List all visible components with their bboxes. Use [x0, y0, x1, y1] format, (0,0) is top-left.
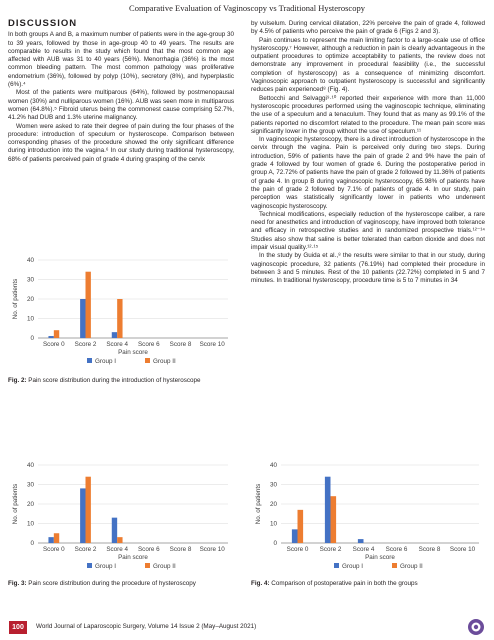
legend-label: Group II [400, 563, 423, 570]
y-tick-label: 10 [26, 520, 34, 528]
x-tick-label: Score 4 [352, 546, 375, 553]
x-tick-label: Score 0 [286, 546, 309, 553]
x-tick-label: Score 6 [137, 546, 160, 553]
page-footer [0, 616, 494, 640]
journal-citation: World Journal of Laparoscopic Surgery, Volume 14 Issue 2 (May–August 2021) [36, 623, 257, 630]
paragraph: by vulselum. During cervical dilatation, 22% perceive the pain of grade 4, followed by 4.5% of patients who perceive the pain of grade 6 (Figs 2 and 3). [251, 20, 485, 36]
x-tick-label: Score 4 [106, 546, 129, 553]
paragraph: In the study by Guida et al.,⁸ the results were similar to that in our study, during vaginoscopic procedure, 32 patients (76.19%) had completed their procedure in between 3 and 5 minutes. Rest of the 10 patients (22.72%) completed in 5 and 7 minutes. In traditional hysteroscopy, procedure time is 5 to 7 minutes in 34 [251, 252, 485, 285]
bar-group-i [358, 539, 364, 543]
fig4-caption-text: Comparison of postoperative pain in both the groups [271, 580, 418, 587]
section-title: DISCUSSION [8, 18, 78, 29]
fig3-caption [8, 580, 248, 588]
paragraph: Technical modifications, especially reduction of the hysteroscope caliber, a rare need for anesthetics and introduction of vaginoscopy, have improved both tolerance and efficacy in retrospective studies and in randomized prospective trials.¹²⁻¹⁴ Studies also show that saline is better tolerated than carbon dioxide and does not impair visual quality.¹²·¹⁵ [251, 210, 485, 252]
y-tick-label: 0 [30, 335, 34, 342]
y-tick-label: 30 [269, 481, 277, 489]
fig4-caption-label: Fig. 4: [251, 580, 270, 587]
y-axis-label: No. of patients [12, 278, 19, 320]
y-tick-label: 30 [26, 276, 34, 284]
x-tick-label: Score 8 [169, 341, 192, 348]
y-tick-label: 40 [26, 462, 34, 469]
bar-group-ii [86, 272, 91, 338]
bar-group-ii [331, 496, 337, 543]
y-tick-label: 20 [26, 501, 34, 508]
y-tick-label: 20 [26, 296, 34, 303]
fig3-bar-chart [8, 457, 234, 579]
paragraph: In both groups A and B, a maximum number of patients were in the age-group 30 to 39 years, followed by those in age-group 40 to 49 years. The results are comparable to results in the study which found that the most common age affected with AUB was 31 to 40 years (56%). Menorrhagia (36%) is the most common bleeding pattern. The most common pathology was proliferative endometrium (36%), followed by polyp (10%), secretory (8%), and hyperplastic (6%).⁴ [8, 31, 234, 89]
y-axis-label: No. of patients [12, 483, 19, 525]
paragraph: Most of the patients were multiparous (64%), followed by postmenopausal women (30%) and nulliparous women (16%). AUB was seen more in multiparous women (64.8%).⁵ Fibroid uterus being the commonest cause comprising 52.7%, 41.2% had DUB and 1.3% uterine malignancy. [8, 89, 234, 122]
x-tick-label: Score 6 [137, 341, 160, 348]
legend-swatch [87, 358, 92, 363]
legend-label: Group II [153, 563, 176, 570]
legend-label: Group I [95, 563, 116, 570]
bar-group-i [325, 477, 331, 543]
y-tick-label: 10 [269, 520, 277, 528]
legend-swatch [145, 563, 150, 568]
legend-swatch [87, 563, 92, 568]
x-tick-label: Score 8 [418, 546, 441, 553]
y-tick-label: 10 [26, 315, 34, 323]
y-tick-label: 30 [26, 481, 34, 489]
bar-group-i [80, 299, 85, 338]
bar-group-i [80, 488, 85, 543]
x-tick-label: Score 4 [106, 341, 129, 348]
running-title: Comparative Evaluation of Vaginoscopy vs Traditional Hysteroscopy [129, 3, 365, 13]
y-tick-label: 0 [273, 540, 277, 547]
legend-label: Group I [95, 358, 116, 365]
y-tick-label: 40 [269, 462, 277, 469]
fig4-bar-chart [251, 457, 485, 579]
legend-label: Group II [153, 358, 176, 365]
paragraph: Women were asked to rate their degree of pain during the four phases of the procedure: introduction of speculum or hysteroscope. Comparison between corresponding phases of the procedure showed the only significant difference during introduction into the vagina.⁶ In our study during traditional hysteroscopy, 68% of patients perceived pain of grade 4 during grasping of the cervix [8, 122, 234, 163]
x-tick-label: Score 2 [74, 546, 97, 553]
x-tick-label: Score 0 [42, 546, 65, 553]
right-column [251, 20, 485, 286]
x-tick-label: Score 6 [385, 546, 408, 553]
paragraph: Bettocchi and Selvaggi⁹·¹⁰ reported their experience with more than 11,000 hysteroscopic procedures performed using the vaginoscopic technique, eliminating the use of a speculum and a tenaculum. They found that as many as 99.1% of the patients reported no discomfort related to the procedure. The mean pain score was significantly lower in the group without the use of speculum.¹¹ [251, 94, 485, 135]
x-tick-label: Score 2 [319, 546, 342, 553]
fig2-bar-chart [8, 252, 234, 374]
legend-swatch [145, 358, 150, 363]
y-tick-label: 0 [30, 540, 34, 547]
x-axis-label: Pain score [365, 554, 395, 561]
x-tick-label: Score 0 [42, 341, 65, 348]
publisher-logo-icon [467, 618, 485, 636]
bar-group-ii [117, 537, 122, 543]
fig3-caption-label: Fig. 3: [8, 580, 27, 587]
fig2-caption-text: Pain score distribution during the introduction of hysteroscope [28, 377, 201, 384]
bar-group-ii [54, 533, 59, 543]
bar-group-i [112, 518, 117, 543]
page-number: 100 [9, 621, 27, 634]
x-tick-label: Score 2 [74, 341, 97, 348]
bar-group-i [48, 336, 53, 338]
bar-group-ii [54, 330, 59, 338]
legend-swatch [334, 563, 339, 568]
bar-group-ii [86, 477, 91, 543]
bar-group-i [112, 332, 117, 338]
y-tick-label: 40 [26, 257, 34, 264]
y-tick-label: 20 [269, 501, 277, 508]
left-column [8, 20, 234, 164]
bar-group-i [292, 529, 298, 543]
x-tick-label: Score 8 [169, 546, 192, 553]
fig2-caption [8, 377, 248, 385]
fig3-caption-text: Pain score distribution during the procedure of hysteroscopy [28, 580, 196, 587]
fig4-caption [251, 580, 491, 588]
legend-swatch [392, 563, 397, 568]
y-axis-label: No. of patients [255, 483, 262, 525]
x-tick-label: Score 10 [199, 546, 225, 553]
x-tick-label: Score 10 [199, 341, 225, 348]
x-axis-label: Pain score [118, 349, 148, 356]
fig2-caption-label: Fig. 2: [8, 377, 27, 384]
x-tick-label: Score 10 [449, 546, 476, 553]
bar-group-ii [298, 510, 304, 543]
paragraph: Pain continues to represent the main limiting factor to a large-scale use of office hysteroscopy.⁷ However, although a reduction in pain is clearly advantageous in the outpatient procedures to optimize acceptability to patients, the review does not demonstrate any improvement in procedural feasibility (i.e., the successful completion of hysteroscopy) as a consequence of minimizing discomfort. Vaginoscopic approach to outpatient hysteroscopy is successful and significantly reduces pain experienced⁸ (Fig. 4). [251, 36, 485, 94]
paragraph: In vaginoscopic hysteroscopy, there is a direct introduction of hysteroscope in the cervix through the vagina. Pain is perceived only during two steps. During introduction, 59% of patients have the pain of grade 2 and 9% have the pain of grade 4 followed by four women of grade 6. During the postoperative period in group A, 72.72% of patients have the pain of grade 2 followed by 11.36% of patients of grade 4. In group B during vaginoscopic hysteroscopy, 65.98% of patients have the pain of grade 2 followed by 7.1% of patients of grade 4. In our study, pain perception was statistically significantly lower in patients who underwent vaginoscopic hysteroscopy. [251, 136, 485, 210]
bar-group-i [48, 537, 53, 543]
x-axis-label: Pain score [118, 554, 148, 561]
legend-label: Group I [342, 563, 363, 570]
bar-group-ii [117, 299, 122, 338]
